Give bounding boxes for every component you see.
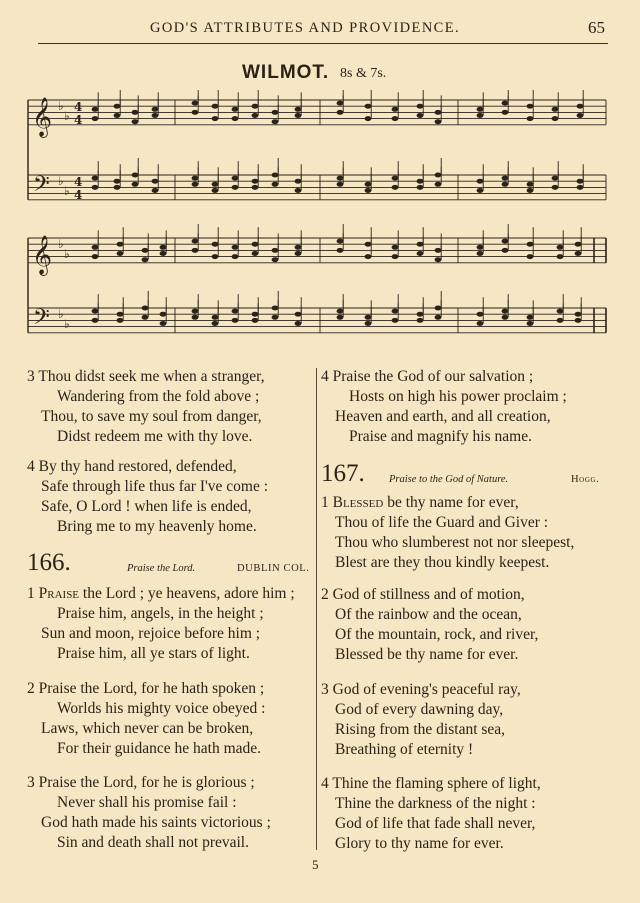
note-head [117, 242, 124, 247]
note-head [337, 248, 344, 253]
time-signature: 4 [74, 175, 83, 189]
note-head [232, 245, 239, 250]
note-head [295, 245, 302, 250]
note-head [337, 110, 344, 115]
note-head [477, 113, 484, 118]
note-head [527, 116, 534, 121]
verse-line: By thy hand restored, defended, [38, 458, 237, 475]
note-head [392, 176, 399, 181]
note-head [212, 116, 219, 121]
stanza-number: 2 [321, 586, 329, 603]
note-head [557, 309, 564, 314]
note-head [435, 257, 442, 262]
note-head [502, 110, 509, 115]
verse-line: Thou who slumberest not nor sleepest, [335, 534, 575, 551]
note-head [295, 321, 302, 326]
note-head [435, 173, 442, 178]
note-head [232, 318, 239, 323]
verse-line: God of life that fade shall never, [335, 815, 536, 832]
note-head [132, 173, 139, 178]
note-head [577, 185, 584, 190]
note-head [232, 185, 239, 190]
verse-line: For their guidance he hath made. [57, 740, 262, 757]
hymn-167-stanza-4 [321, 774, 541, 854]
flat-icon: ♭ [64, 247, 70, 261]
flat-icon: ♭ [58, 237, 64, 251]
verse-line: Glory to thy name for ever. [335, 835, 504, 852]
note-head [232, 309, 239, 314]
flat-icon: ♭ [58, 307, 64, 321]
hymn-166-heading [27, 549, 312, 585]
verse-line: Thine the flaming sphere of light, [332, 775, 541, 792]
note-head [527, 242, 534, 247]
verse-line: Bring me to my heavenly home. [57, 518, 257, 535]
note-head [577, 113, 584, 118]
note-head [192, 182, 199, 187]
note-head [252, 242, 259, 247]
verse-line: Sun and moon, rejoice before him ; [41, 625, 261, 642]
flat-icon: ♭ [64, 109, 70, 123]
note-head [557, 245, 564, 250]
note-head [252, 312, 259, 317]
note-head [365, 242, 372, 247]
note-head [337, 101, 344, 106]
verse-line: God hath made his saints victorious ; [41, 814, 271, 831]
note-head [527, 315, 534, 320]
note-head [365, 104, 372, 109]
hymn-title: Praise the Lord. [127, 563, 196, 574]
note-head [527, 182, 534, 187]
hymn-tune: Hogg. [571, 474, 600, 485]
note-head [392, 107, 399, 112]
note-head [392, 116, 399, 121]
page-number: 65 [588, 18, 605, 37]
note-head [337, 315, 344, 320]
note-head [192, 315, 199, 320]
note-head [92, 309, 99, 314]
note-head [92, 245, 99, 250]
note-head [365, 315, 372, 320]
note-head [212, 242, 219, 247]
note-head [272, 182, 279, 187]
note-head [252, 179, 259, 184]
note-head [92, 116, 99, 121]
stanza-3-left [27, 367, 265, 447]
verse-line: Laws, which never can be broken, [41, 720, 254, 737]
stanza-number: 4 [27, 458, 35, 475]
tune-meter: 8s & 7s. [340, 66, 387, 81]
stanza-4-left [27, 457, 268, 537]
note-head [295, 251, 302, 256]
note-head [502, 182, 509, 187]
note-head [117, 318, 124, 323]
note-head [295, 179, 302, 184]
verse-line: God of stillness and of motion, [332, 586, 525, 603]
verse-line: Worlds his mighty voice obeyed : [57, 700, 266, 717]
note-head [192, 248, 199, 253]
verse-line: Safe, O Lord ! when life is ended, [41, 498, 252, 515]
note-head [212, 315, 219, 320]
signature-mark: 5 [312, 857, 319, 872]
verse-line: Blessed be thy name for ever. [335, 646, 519, 663]
verse-line: Thine the darkness of the night : [335, 795, 536, 812]
stanza-number: 1 [27, 585, 35, 602]
hymn-166-stanza-3 [27, 773, 271, 853]
flat-icon: ♭ [58, 99, 64, 113]
page-header [0, 0, 640, 50]
note-head [252, 113, 259, 118]
running-head: GOD'S ATTRIBUTES AND PROVIDENCE. [150, 20, 461, 36]
note-head [575, 242, 582, 247]
verse-line: Sin and death shall not prevail. [57, 834, 249, 851]
note-head [232, 107, 239, 112]
note-head [114, 185, 121, 190]
verse-line: Praise and magnify his name. [349, 428, 532, 445]
note-head [435, 248, 442, 253]
hymn-167-stanza-1 [321, 493, 574, 573]
note-head [575, 251, 582, 256]
note-head [337, 176, 344, 181]
hymn-167-stanza-2 [321, 585, 538, 665]
note-head [552, 185, 559, 190]
first-word: Praise [38, 585, 80, 602]
verse-line: Praise him, all ye stars of light. [57, 645, 250, 662]
stanza-number: 1 [321, 494, 329, 511]
verse-line: God of evening's peaceful ray, [332, 681, 521, 698]
time-signature: 4 [74, 113, 83, 127]
note-head [392, 318, 399, 323]
bass-clef-icon: 𝄢 [33, 172, 50, 202]
note-head [502, 176, 509, 181]
note-head [212, 182, 219, 187]
note-head [435, 306, 442, 311]
note-head [577, 104, 584, 109]
hymn-166-stanza-2 [27, 679, 265, 759]
verse-line: God of every dawning day, [335, 701, 504, 718]
note-head [295, 312, 302, 317]
note-head [142, 248, 149, 253]
verse-line: Blest are they thou kindly keepest. [335, 554, 550, 571]
note-head [575, 312, 582, 317]
note-head [252, 104, 259, 109]
note-head [192, 101, 199, 106]
hymn-167-heading [321, 460, 611, 496]
note-head [417, 318, 424, 323]
note-head [160, 321, 167, 326]
verse-line: Of the mountain, rock, and river, [335, 626, 539, 643]
verse-line: Breathing of eternity ! [335, 741, 474, 758]
note-head [557, 318, 564, 323]
note-head [477, 245, 484, 250]
note-head [212, 254, 219, 259]
verse-line: Wandering from the fold above ; [57, 388, 260, 405]
note-head [132, 119, 139, 124]
note-head [392, 254, 399, 259]
note-head [192, 110, 199, 115]
note-head [435, 315, 442, 320]
hymn-167-stanza-3 [321, 680, 521, 760]
note-head [295, 107, 302, 112]
stanza-number: 3 [27, 774, 35, 791]
note-head [92, 176, 99, 181]
note-head [552, 116, 559, 121]
header-rule [38, 43, 608, 44]
note-head [152, 113, 159, 118]
music-score [0, 90, 640, 350]
stanza-number: 2 [27, 680, 35, 697]
verse-line: Thou didst seek me when a stranger, [38, 368, 265, 385]
verse-line: Praise him, angels, in the height ; [57, 605, 264, 622]
hymn-number: 166. [27, 549, 71, 576]
stanza-number: 3 [321, 681, 329, 698]
note-head [252, 185, 259, 190]
note-head [142, 315, 149, 320]
note-head [212, 104, 219, 109]
note-head [252, 318, 259, 323]
note-head [417, 242, 424, 247]
verse-line: Praise the God of our salvation ; [332, 368, 534, 385]
note-head [192, 239, 199, 244]
verse-line: Heaven and earth, and all creation, [335, 408, 551, 425]
stanza-4-right [321, 367, 567, 447]
note-head [212, 188, 219, 193]
note-head [392, 245, 399, 250]
note-head [577, 179, 584, 184]
note-head [92, 254, 99, 259]
note-head [192, 176, 199, 181]
hymn-title: Praise to the God of Nature. [389, 474, 509, 485]
note-head [365, 182, 372, 187]
stanza-number: 3 [27, 368, 35, 385]
note-head [502, 309, 509, 314]
note-head [232, 254, 239, 259]
note-head [272, 315, 279, 320]
note-head [92, 318, 99, 323]
verse-line: Thou of life the Guard and Giver : [335, 514, 549, 531]
note-head [252, 251, 259, 256]
note-head [160, 312, 167, 317]
note-head [272, 119, 279, 124]
note-head [142, 257, 149, 262]
note-head [365, 254, 372, 259]
hymn-number: 167. [321, 460, 365, 487]
note-head [502, 315, 509, 320]
treble-clef-icon: 𝄞 [32, 235, 53, 275]
note-head [295, 188, 302, 193]
note-head [365, 321, 372, 326]
verse-line: Praise the Lord, for he is glorious ; [38, 774, 255, 791]
first-word: Blessed [332, 494, 384, 511]
note-head [417, 312, 424, 317]
note-head [477, 107, 484, 112]
verse-line: Praise the Lord, for he hath spoken ; [38, 680, 265, 697]
note-head [114, 179, 121, 184]
note-head [392, 309, 399, 314]
note-head [552, 176, 559, 181]
verse-line: Safe through life thus far I've come : [41, 478, 269, 495]
note-head [527, 104, 534, 109]
verse-line: Thou, to save my soul from danger, [41, 408, 262, 425]
verse-line: Rising from the distant sea, [335, 721, 506, 738]
stanza-number: 4 [321, 775, 329, 792]
note-head [232, 116, 239, 121]
note-head [337, 239, 344, 244]
time-signature: 4 [74, 100, 83, 114]
note-head [417, 185, 424, 190]
verse-line: Didst redeem me with thy love. [57, 428, 253, 445]
note-head [477, 312, 484, 317]
verse-line: Of the rainbow and the ocean, [335, 606, 522, 623]
column-divider [316, 368, 317, 850]
note-head [212, 321, 219, 326]
note-head [575, 318, 582, 323]
verse-line: Hosts on high his power proclaim ; [349, 388, 567, 405]
note-head [435, 110, 442, 115]
note-head [365, 116, 372, 121]
verse-line: the Lord ; ye heavens, adore him ; [79, 585, 295, 602]
note-head [160, 245, 167, 250]
note-head [477, 321, 484, 326]
note-head [92, 107, 99, 112]
note-head [527, 321, 534, 326]
note-head [365, 188, 372, 193]
note-head [435, 182, 442, 187]
note-head [232, 176, 239, 181]
note-head [117, 251, 124, 256]
flat-icon: ♭ [58, 174, 64, 188]
note-head [337, 182, 344, 187]
note-head [142, 306, 149, 311]
note-head [552, 107, 559, 112]
note-head [477, 251, 484, 256]
note-head [92, 185, 99, 190]
note-head [417, 113, 424, 118]
note-head [272, 110, 279, 115]
bass-clef-icon: 𝄢 [33, 305, 50, 335]
note-head [272, 173, 279, 178]
verse-line: Never shall his promise fail : [57, 794, 237, 811]
note-head [392, 185, 399, 190]
note-head [272, 306, 279, 311]
note-head [152, 179, 159, 184]
note-head [502, 248, 509, 253]
note-head [502, 101, 509, 106]
note-head [192, 309, 199, 314]
note-head [152, 188, 159, 193]
note-head [417, 104, 424, 109]
note-head [295, 113, 302, 118]
note-head [502, 239, 509, 244]
time-signature: 4 [74, 188, 83, 202]
note-head [435, 119, 442, 124]
stanza-number: 4 [321, 368, 329, 385]
flat-icon: ♭ [64, 184, 70, 198]
note-head [337, 309, 344, 314]
verse-line: be thy name for ever, [383, 494, 519, 511]
note-head [527, 254, 534, 259]
note-head [477, 179, 484, 184]
flat-icon: ♭ [64, 317, 70, 331]
tune-name: WILMOT. [242, 62, 330, 83]
treble-clef-icon: 𝄞 [32, 97, 53, 137]
note-head [152, 107, 159, 112]
note-head [132, 182, 139, 187]
tune-heading [0, 62, 640, 88]
hymn-tune: DUBLIN COL. [237, 563, 310, 574]
note-head [160, 251, 167, 256]
note-head [417, 251, 424, 256]
note-head [557, 254, 564, 259]
note-head [272, 257, 279, 262]
note-head [477, 188, 484, 193]
hymn-166-stanza-1 [27, 584, 295, 664]
note-head [272, 248, 279, 253]
note-head [117, 312, 124, 317]
note-head [132, 110, 139, 115]
note-head [417, 179, 424, 184]
note-head [527, 188, 534, 193]
note-head [114, 104, 121, 109]
note-head [114, 113, 121, 118]
